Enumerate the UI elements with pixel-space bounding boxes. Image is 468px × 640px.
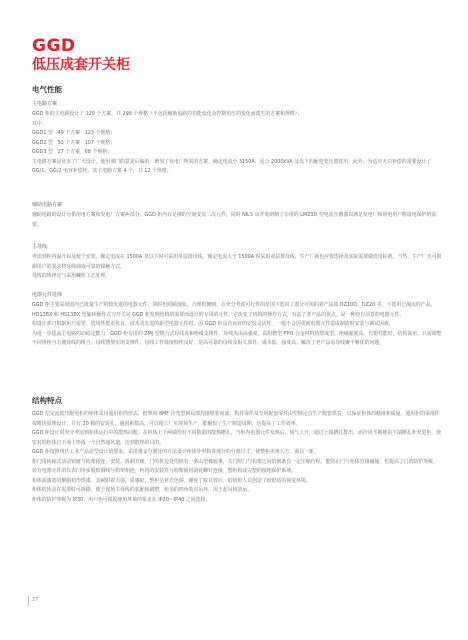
subheading-main-circuit: 主电路方案 (32, 101, 58, 107)
footer-divider (28, 596, 29, 606)
paragraph-busbar: 考虑到柜内温升以及便于安装，额定电流在 1500A 及以下时可采用单层排母线，额定电流大于 1500A 时采用双层排母线，生产厂商也应按选择及实际需要做选用标准，当然，生产厂也可根据用户的要求将母线调成可靠的接触方式。 母线的规律宜与采用螺栓工艺处理。 (32, 254, 442, 279)
section-heading-structure: 结构特点 (32, 396, 62, 405)
paragraph-components: GGD 柜主要采用国内已批量生产的较先进的电器元件，同时也照顾现状、合理机便则，在充分考虑可行性的范围下选用了部分可用的老产品如 DZ10D、DZ20 等，不选用已淘汰的产品。 HD13BX 和 HS13BX 型旋转操作式刀开关是 GGD 柜发明结构的需要而设计的专用的元件，它改变了机构的操作方式，有益了老产品的优点，是一种较有前景的电器元件。 如设计部门根据用户需要，选用性能更优良、技术更先进的新型电器元件时，因 GGD 柜具有良好的安装灵活性，一般不会因更新电器元件造成制造时安装与调试困难。 为进一步提高主电路的动稳定能力，GGD 柜专用的 ZMJ 型组合式母线夹和绝缘支撑件，母线夹由高强度、高阻燃型 PPO 合金材料热塑成型，绝缘强度高、自熄性能好，结构简单，只需调整不同规格与方便母线的组合。母线摆放实用支撑件，母线工作温度特性良好，是高可靠的母线及相关部件，成本低、强度高、解决了老产品易母线聚不够优的问题。 (32, 302, 442, 346)
page-number: 27 (32, 597, 39, 603)
section-heading-elec: 电气性能 (32, 85, 62, 94)
subheading-aux-circuit: 辅助电路方案 (32, 202, 63, 208)
paragraph-structure: GGD 型交流低压配电柜的柜体采用通用柜的形式，框架用 8MF 冷弯型钢局部焊接组装而成，构件零件及专用配套零件由型钢定点生产配套供货，以保证柜体的精度和质量。通用柜的零部件按模块原理设计，并有 20 模的安装孔，通用系数高，可以使工厂实现预生产，能缩短了生产制造周期，也提高了工作效率。 GGD 柜设计时充分考虑到柜体运行中的散热问题。在柜体上下两端均有不同数量的散热槽孔，当柜内电器元件发热后，热气上升，通过上端槽孔排出，而冷风不断地由下端槽孔补充进柜，使密封的柜体自下而上形成一个自然通风道，达到散热的目的。 GGD 柜按照现代工业产品造型设计的要求，采用黄金分割比的方法设计柜体外形和各部分的分割尺寸，使整柜美观大方，面目一新。 柜门用转轴式活动铰链与构架相连，安装、拆卸方便，门的折边处均嵌有一条山型橡胶条，关门时门与构架之间的嵌条有一定压缩行程，能防止门与柜体直接碰撞，也提高了门的防护等级。 装有电器元件的仪表门用多股软铜线与构架相连，柜内的安装件与构架间用滚花螺钉连接，整柜构成完整的接地保护系统。 柜体面漆选用聚脂桔形烘漆，其耐附着力强，质感好，整柜呈亚光色调，避免了眩目效应，给值班人员创造了较舒适的视觉环境。 柜体的顶盖在需要时可拆除，便于现场主母线的装配和调整，柜顶的四角装有吊环，用于起吊和装运。 柜体的防护等级为 IP30，用户也可根据使用环境的要求在 IP20～IP40 之间选择。 (32, 411, 442, 503)
title-cn: 低压成套开关柜 (32, 57, 130, 73)
title-en: GGD (32, 36, 76, 56)
paragraph-main-circuit: GGD 柜的主电路设计了 129 个方案，共 298 个规格（不包括辅助电路的功能变化及控制电压的变化而派生的方案和规格）； 其中： GGD1 型 49 个方案 123 个规格； GGD2 型 53 个方案 107 个规格； GGD3 型 27 个方案 68 个规格； 主电路方案是征求了广大设计、使用部门的意见后编的，增加了发电厂所需的方案。确定电流至 3150A，适合 2000kVA 及以下的配电变压器选用。此外，为适应无功补偿的需要设计了 GG/1、GG/2 电容补偿柜，其主电路方案 4 个，共 12 个规格。 (32, 111, 432, 174)
paragraph-aux-circuit: 辅助电路的设计分供用电方案和发电厂方案两部分，GGD 柜内有足够的空间安装二次元件，同时 NILS 出开发研制了专用的 LMZ3D 型电流互感器以满足发电厂和用电用户附设电保护的需要。 (32, 212, 437, 228)
subheading-busbar: 主母线 (32, 244, 48, 250)
subheading-components: 电器元件选择 (32, 292, 63, 298)
